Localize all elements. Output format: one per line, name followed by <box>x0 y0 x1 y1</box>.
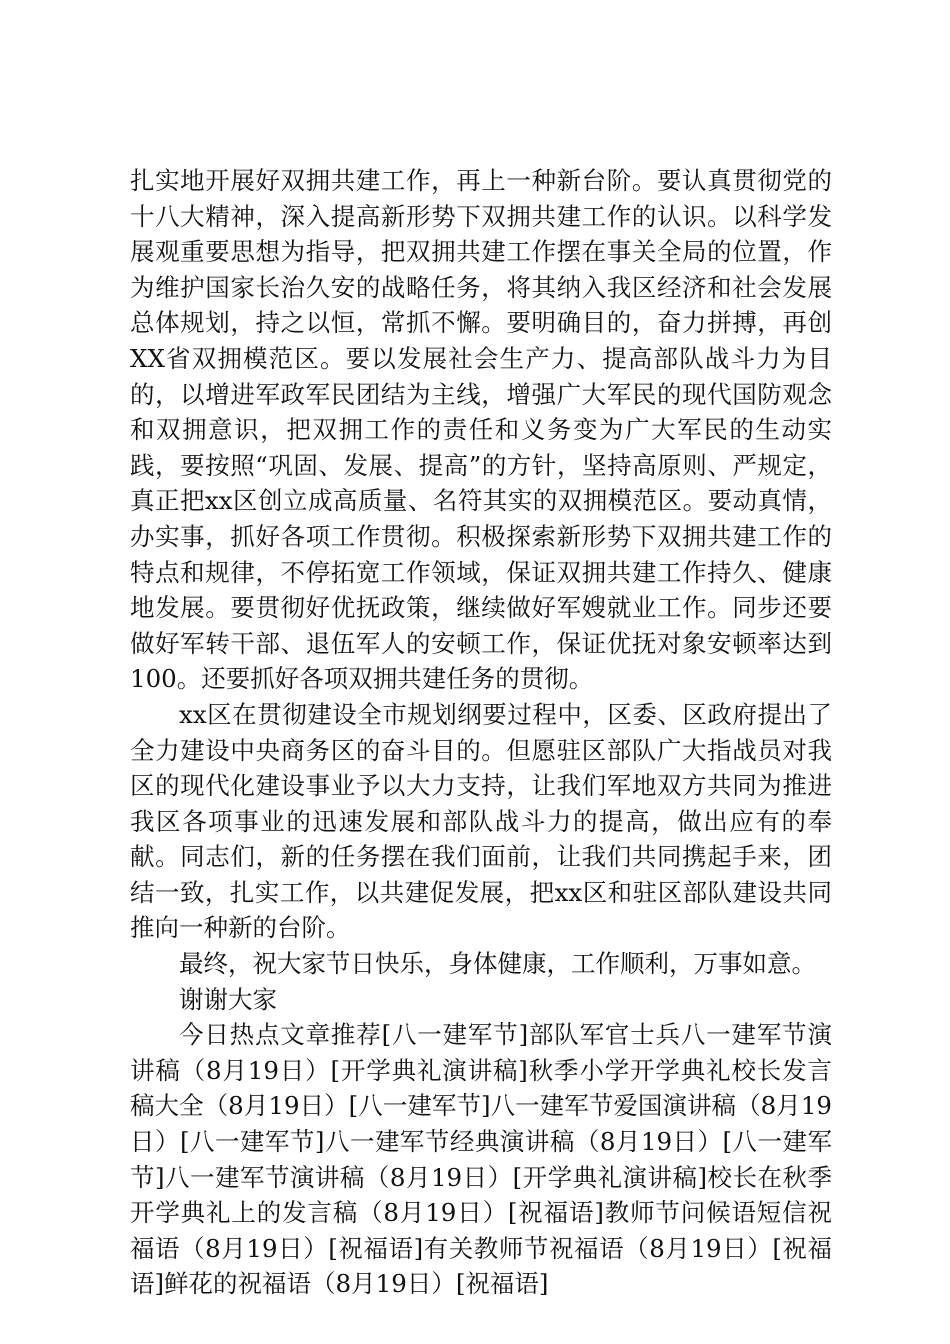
document-body <box>130 163 832 1302</box>
paragraph-continuation: 扎实地开展好双拥共建工作，再上一种新台阶。要认真贯彻党的十八大精神，深入提高新形势下双拥共建工作的认识。以科学发展观重要思想为指导，把双拥共建工作摆在事关全局的位置，作为维护国家长治久安的战略任务，将其纳入我区经济和社会发展总体规划，持之以恒，常抓不懈。要明确目的，奋力拼搏，再创XX省双拥模范区。要以发展社会生产力、提高部队战斗力为目的，以增进军政军民团结为主线，增强广大军民的现代国防观念和双拥意识，把双拥工作的责任和义务变为广大军民的生动实践，要按照“巩固、发展、提高”的方针，坚持高原则、严规定，真正把xx区创立成高质量、名符其实的双拥模范区。要动真情，办实事，抓好各项工作贯彻。积极探索新形势下双拥共建工作的特点和规律，不停拓宽工作领域，保证双拥共建工作持久、健康地发展。要贯彻好优抚政策，继续做好军嫂就业工作。同步还要做好军转干部、退伍军人的安顿工作，保证优抚对象安顿率达到100。还要抓好各项双拥共建任务的贯彻。 <box>130 166 832 694</box>
paragraph-closing-wishes: 最终，祝大家节日快乐，身体健康，工作顺利，万事如意。 <box>179 949 816 979</box>
paragraph-thanks: 谢谢大家 <box>179 984 277 1014</box>
paragraph-recommended-articles: 今日热点文章推荐[八一建军节]部队军官士兵八一建军节演讲稿（8月19日）[开学典礼演讲稿]秋季小学开学典礼校长发言稿大全（8月19日）[八一建军节]八一建军节爱国演讲稿（8月19日）[八一建军节]八一建军节经典演讲稿（8月19日）[八一建军节]八一建军节演讲稿（8月19日）[开学典礼演讲稿]校长在秋季开学典礼上的发言稿（8月19日）[祝福语]教师节问候语短信祝福语（8月19日）[祝福语]有关教师节祝福语（8月19日）[祝福语]鲜花的祝福语（8月19日）[祝福语] <box>130 1020 832 1299</box>
paragraph-cbd-goal: xx区在贯彻建设全市规划纲要过程中，区委、区政府提出了全力建设中央商务区的奋斗目的。但愿驻区部队广大指战员对我区的现代化建设事业予以大力支持，让我们军地双方共同为推进我区各项事业的迅速发展和部队战斗力的提高，做出应有的奉献。同志们，新的任务摆在我们面前，让我们共同携起手来，团结一致，扎实工作，以共建促发展，把xx区和驻区部队建设共同推向一种新的台阶。 <box>130 699 832 943</box>
